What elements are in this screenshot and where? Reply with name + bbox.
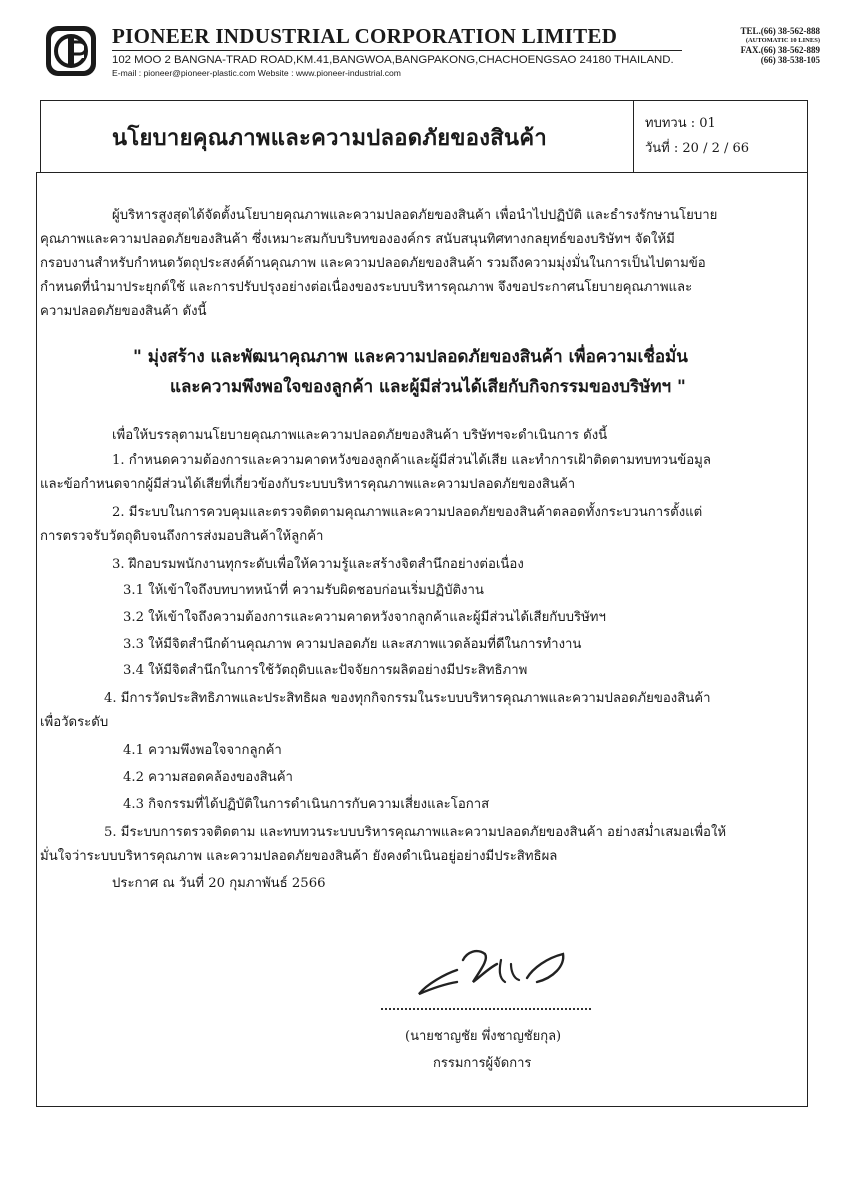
item-4-2: 4.2 ความสอดคล้องของสินค้า [123, 770, 293, 785]
item-4-1: 4.1 ความพึงพอใจจากลูกค้า [123, 743, 282, 758]
item-5-line-2: มั่นใจว่าระบบบริหารคุณภาพ และความปลอดภัยของสินค้า ยังคงดำเนินอยู่อย่างมีประสิทธิผล [40, 849, 558, 864]
item-3: 3. ฝึกอบรมพนักงานทุกระดับเพื่อให้ความรู้และสร้างจิตสำนึกอย่างต่อเนื่อง [112, 557, 524, 572]
document-title: นโยบายคุณภาพและความปลอดภัยของสินค้า [112, 125, 548, 151]
item-3-2: 3.2 ให้เข้าใจถึงความต้องการและความคาดหวังจากลูกค้าและผู้มีส่วนได้เสียกับบริษัทฯ [123, 610, 606, 625]
tel-note: (AUTOMATIC 10 LINES) [745, 36, 820, 44]
fax-number: FAX.(66) 38-562-889 [740, 44, 820, 55]
item-5-line-1: 5. มีระบบการตรวจติดตาม และทบทวนระบบบริหารคุณภาพและความปลอดภัยของสินค้า อย่างสม่ำเสมอเพื่อให้ [104, 825, 727, 840]
signer-position: กรรมการผู้จัดการ [433, 1056, 532, 1071]
company-address: 102 MOO 2 BANGNA-TRAD ROAD,KM.41,BANGWOA,BANGPAKONG,CHACHOENGSAO 24180 THAILAND. [112, 54, 674, 66]
item-3-4: 3.4 ให้มีจิตสำนึกในการใช้วัตถุดิบและปัจจัยการผลิตอย่างมีประสิทธิภาพ [123, 663, 528, 678]
signer-name: (นายชาญชัย พึ่งชาญชัยกุล) [405, 1029, 562, 1044]
intro-line-2: คุณภาพและความปลอดภัยของสินค้า ซึ่งเหมาะสมกับบริบทขององค์กร สนับสนุนทิศทางกลยุทธ์ของบริษัทฯ จัดให้มี [40, 232, 675, 247]
item-4-line-2: เพื่อวัดระดับ [40, 715, 109, 730]
mission-statement-line-1: " มุ่งสร้าง และพัฒนาคุณภาพ และความปลอดภัยของสินค้า เพื่อความเชื่อมั่น [133, 347, 688, 367]
item-1-line-1: 1. กำหนดความต้องการและความคาดหวังของลูกค้าและผู้มีส่วนได้เสีย และทำการเฝ้าติดตามทบทวนข้อมูล [112, 453, 711, 468]
item-3-1: 3.1 ให้เข้าใจถึงบทบาทหน้าที่ ความรับผิดชอบก่อนเริ่มปฏิบัติงาน [123, 583, 484, 598]
intro-line-4: กำหนดที่นำมาประยุกต์ใช้ และการปรับปรุงอย่างต่อเนื่องของระบบบริหารคุณภาพ จึงขอประกาศนโยบายคุณภาพและ [40, 280, 693, 295]
tel-number: TEL.(66) 38-562-888 [740, 26, 820, 36]
intro-line-3: กรอบงานสำหรับกำหนดวัตถุประสงค์ด้านคุณภาพ และความปลอดภัยของสินค้า รวมถึงความมุ่งมั่นในการเป็นไปตามข้อ [40, 256, 706, 271]
lead-sentence: เพื่อให้บรรลุตามนโยบายคุณภาพและความปลอดภัยของสินค้า บริษัทฯจะดำเนินการ ดังนี้ [112, 428, 608, 443]
date-label: วันที่ : 20 / 2 / 66 [645, 141, 750, 156]
item-1-line-2: และข้อกำหนดจากผู้มีส่วนได้เสียที่เกี่ยวข้องกับระบบบริหารคุณภาพและความปลอดภัยของสินค้า [40, 477, 576, 492]
signature-line [381, 1008, 591, 1010]
title-box-divider [633, 101, 634, 172]
item-4-3: 4.3 กิจกรรมที่ได้ปฏิบัติในการดำเนินการกับความเสี่ยงและโอกาส [123, 797, 490, 812]
phone-block [690, 26, 820, 66]
handwritten-signature [415, 938, 575, 998]
item-2-line-2: การตรวจรับวัตถุดิบจนถึงการส่งมอบสินค้าให้ลูกค้า [40, 529, 324, 544]
mission-statement-line-2: และความพึงพอใจของลูกค้า และผู้มีส่วนได้เสียกับกิจกรรมของบริษัทฯ " [170, 377, 686, 397]
fax-number-2: (66) 38-538-105 [760, 55, 820, 65]
company-name: PIONEER INDUSTRIAL CORPORATION LIMITED [112, 24, 618, 48]
item-2-line-1: 2. มีระบบในการควบคุมและตรวจติดตามคุณภาพและความปลอดภัยของสินค้าตลอดทั้งกระบวนการตั้งแต่ [112, 505, 703, 520]
letterhead-rule [112, 50, 682, 51]
company-contact: E-mail : pioneer@pioneer-plastic.com Website : www.pioneer-industrial.com [112, 68, 401, 78]
item-3-3: 3.3 ให้มีจิตสำนึกด้านคุณภาพ ความปลอดภัย และสภาพแวดล้อมที่ดีในการทำงาน [123, 637, 582, 652]
intro-line-1: ผู้บริหารสูงสุดได้จัดตั้งนโยบายคุณภาพและความปลอดภัยของสินค้า เพื่อนำไปปฏิบัติ และธำรงรักษานโยบาย [112, 208, 718, 223]
pioneer-logo-icon [42, 22, 100, 80]
revision-label: ทบทวน : 01 [645, 116, 716, 131]
intro-line-5: ความปลอดภัยของสินค้า ดังนี้ [40, 304, 207, 319]
announcement-date: ประกาศ ณ วันที่ 20 กุมภาพันธ์ 2566 [112, 876, 326, 891]
item-4-line-1: 4. มีการวัดประสิทธิภาพและประสิทธิผล ของทุกกิจกรรมในระบบบริหารคุณภาพและความปลอดภัยของสินค้า [104, 691, 711, 706]
